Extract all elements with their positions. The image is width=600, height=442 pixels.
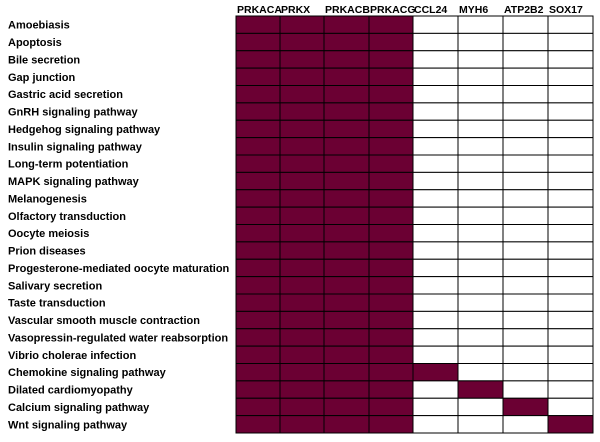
row-label: Calcium signaling pathway bbox=[8, 401, 150, 414]
heatmap-cell-sox17 bbox=[548, 33, 593, 50]
heatmap-cell-prkacb bbox=[324, 242, 369, 259]
heatmap-cell-myh6 bbox=[458, 51, 503, 68]
heatmap-cell-prkx bbox=[280, 364, 324, 381]
heatmap-cell-myh6 bbox=[458, 103, 503, 120]
row-label: Dilated cardiomyopathy bbox=[8, 384, 133, 397]
heatmap-cell-sox17 bbox=[548, 364, 593, 381]
heatmap-cell-prkx bbox=[280, 242, 324, 259]
heatmap-cell-myh6 bbox=[458, 138, 503, 155]
heatmap-cell-prkaca bbox=[236, 398, 280, 415]
heatmap-cell-prkacg bbox=[369, 364, 413, 381]
heatmap-cell-sox17 bbox=[548, 68, 593, 85]
heatmap-cell-atp2b2 bbox=[503, 311, 548, 328]
heatmap-cell-prkacb bbox=[324, 294, 369, 311]
heatmap-cell-prkaca bbox=[236, 242, 280, 259]
heatmap-cell-myh6 bbox=[458, 381, 503, 398]
column-label-prkaca: PRKACA bbox=[237, 4, 282, 16]
heatmap-cell-prkacb bbox=[324, 364, 369, 381]
heatmap-cell-ccl24 bbox=[413, 51, 458, 68]
heatmap-cell-prkx bbox=[280, 190, 324, 207]
heatmap-cell-prkacg bbox=[369, 16, 413, 33]
heatmap-cell-ccl24 bbox=[413, 103, 458, 120]
heatmap-cell-ccl24 bbox=[413, 86, 458, 103]
heatmap-cell-atp2b2 bbox=[503, 155, 548, 172]
heatmap-cell-prkaca bbox=[236, 33, 280, 50]
heatmap-cell-prkacb bbox=[324, 138, 369, 155]
heatmap-cell-prkacb bbox=[324, 329, 369, 346]
heatmap-cell-atp2b2 bbox=[503, 33, 548, 50]
heatmap-cell-atp2b2 bbox=[503, 190, 548, 207]
heatmap-cell-prkacb bbox=[324, 416, 369, 433]
heatmap-cell-sox17 bbox=[548, 242, 593, 259]
heatmap-cell-prkacb bbox=[324, 225, 369, 242]
heatmap-cell-atp2b2 bbox=[503, 416, 548, 433]
heatmap-cell-prkaca bbox=[236, 155, 280, 172]
heatmap-cell-myh6 bbox=[458, 190, 503, 207]
row-label: GnRH signaling pathway bbox=[8, 106, 138, 119]
heatmap-cell-myh6 bbox=[458, 86, 503, 103]
heatmap-cell-prkx bbox=[280, 416, 324, 433]
heatmap-cells bbox=[236, 16, 593, 433]
heatmap-cell-prkaca bbox=[236, 207, 280, 224]
heatmap-cell-prkaca bbox=[236, 329, 280, 346]
heatmap-cell-prkaca bbox=[236, 416, 280, 433]
heatmap-cell-prkx bbox=[280, 33, 324, 50]
heatmap-cell-prkx bbox=[280, 172, 324, 189]
heatmap-cell-myh6 bbox=[458, 311, 503, 328]
heatmap-cell-prkacg bbox=[369, 398, 413, 415]
row-label: Melanogenesis bbox=[8, 193, 87, 206]
heatmap-cell-prkaca bbox=[236, 294, 280, 311]
heatmap-cell-myh6 bbox=[458, 120, 503, 137]
heatmap-cell-sox17 bbox=[548, 172, 593, 189]
heatmap-cell-sox17 bbox=[548, 103, 593, 120]
heatmap-cell-prkacg bbox=[369, 416, 413, 433]
heatmap-cell-prkaca bbox=[236, 86, 280, 103]
heatmap-cell-atp2b2 bbox=[503, 346, 548, 363]
heatmap-cell-atp2b2 bbox=[503, 51, 548, 68]
heatmap-cell-prkacg bbox=[369, 33, 413, 50]
heatmap-cell-atp2b2 bbox=[503, 242, 548, 259]
heatmap-cell-sox17 bbox=[548, 225, 593, 242]
heatmap-cell-ccl24 bbox=[413, 138, 458, 155]
heatmap-cell-prkacg bbox=[369, 225, 413, 242]
heatmap-cell-myh6 bbox=[458, 259, 503, 276]
heatmap-cell-ccl24 bbox=[413, 329, 458, 346]
heatmap-cell-ccl24 bbox=[413, 311, 458, 328]
heatmap-cell-ccl24 bbox=[413, 346, 458, 363]
heatmap-cell-atp2b2 bbox=[503, 277, 548, 294]
heatmap-cell-prkacb bbox=[324, 259, 369, 276]
heatmap-cell-ccl24 bbox=[413, 207, 458, 224]
heatmap-cell-atp2b2 bbox=[503, 398, 548, 415]
heatmap-cell-prkx bbox=[280, 120, 324, 137]
heatmap-cell-prkaca bbox=[236, 138, 280, 155]
heatmap-cell-prkaca bbox=[236, 225, 280, 242]
heatmap-cell-ccl24 bbox=[413, 190, 458, 207]
heatmap-cell-prkx bbox=[280, 346, 324, 363]
heatmap-cell-prkacb bbox=[324, 398, 369, 415]
column-label-ccl24: CCL24 bbox=[414, 4, 448, 16]
row-label: Bile secretion bbox=[8, 54, 81, 67]
row-label: Apoptosis bbox=[8, 37, 62, 50]
heatmap-cell-ccl24 bbox=[413, 259, 458, 276]
heatmap-cell-prkacg bbox=[369, 86, 413, 103]
row-label: Taste transduction bbox=[8, 297, 106, 310]
heatmap-cell-prkaca bbox=[236, 381, 280, 398]
row-label: Hedgehog signaling pathway bbox=[8, 123, 161, 136]
heatmap-cell-prkacb bbox=[324, 68, 369, 85]
heatmap-cell-ccl24 bbox=[413, 277, 458, 294]
column-label-sox17: SOX17 bbox=[549, 4, 583, 16]
heatmap-cell-prkacg bbox=[369, 381, 413, 398]
heatmap-cell-sox17 bbox=[548, 207, 593, 224]
heatmap-cell-prkx bbox=[280, 259, 324, 276]
heatmap-cell-atp2b2 bbox=[503, 225, 548, 242]
heatmap-cell-atp2b2 bbox=[503, 294, 548, 311]
heatmap-cell-prkacg bbox=[369, 242, 413, 259]
heatmap-cell-atp2b2 bbox=[503, 120, 548, 137]
column-labels bbox=[237, 4, 583, 16]
row-label: Long-term potentiation bbox=[8, 158, 129, 171]
heatmap-cell-prkaca bbox=[236, 277, 280, 294]
heatmap-cell-myh6 bbox=[458, 277, 503, 294]
heatmap-cell-atp2b2 bbox=[503, 259, 548, 276]
row-label: Gap junction bbox=[8, 71, 76, 84]
heatmap-cell-prkx bbox=[280, 398, 324, 415]
heatmap-cell-prkx bbox=[280, 294, 324, 311]
heatmap-cell-prkx bbox=[280, 277, 324, 294]
heatmap-cell-prkacb bbox=[324, 155, 369, 172]
heatmap-cell-sox17 bbox=[548, 120, 593, 137]
heatmap-cell-prkx bbox=[280, 86, 324, 103]
row-label: Amoebiasis bbox=[8, 19, 70, 32]
heatmap-cell-myh6 bbox=[458, 294, 503, 311]
heatmap-cell-myh6 bbox=[458, 68, 503, 85]
row-label: Vascular smooth muscle contraction bbox=[8, 315, 200, 328]
heatmap-cell-prkaca bbox=[236, 172, 280, 189]
heatmap-cell-sox17 bbox=[548, 86, 593, 103]
heatmap-cell-myh6 bbox=[458, 346, 503, 363]
heatmap-cell-ccl24 bbox=[413, 120, 458, 137]
heatmap-cell-prkacb bbox=[324, 207, 369, 224]
heatmap-cell-atp2b2 bbox=[503, 86, 548, 103]
heatmap-cell-prkacg bbox=[369, 172, 413, 189]
heatmap-cell-prkacg bbox=[369, 68, 413, 85]
heatmap-cell-ccl24 bbox=[413, 242, 458, 259]
heatmap-cell-prkx bbox=[280, 16, 324, 33]
heatmap-cell-sox17 bbox=[548, 277, 593, 294]
row-label: MAPK signaling pathway bbox=[8, 176, 139, 189]
heatmap-cell-prkx bbox=[280, 329, 324, 346]
row-label: Vibrio cholerae infection bbox=[8, 349, 137, 362]
heatmap-cell-prkx bbox=[280, 225, 324, 242]
heatmap-cell-sox17 bbox=[548, 190, 593, 207]
heatmap-cell-myh6 bbox=[458, 172, 503, 189]
heatmap-cell-prkacg bbox=[369, 294, 413, 311]
heatmap-cell-prkaca bbox=[236, 51, 280, 68]
column-label-prkacb: PRKACB bbox=[325, 4, 370, 16]
heatmap-cell-prkaca bbox=[236, 103, 280, 120]
heatmap-cell-atp2b2 bbox=[503, 329, 548, 346]
heatmap-cell-prkx bbox=[280, 103, 324, 120]
heatmap-cell-prkaca bbox=[236, 120, 280, 137]
heatmap-cell-ccl24 bbox=[413, 172, 458, 189]
heatmap-cell-atp2b2 bbox=[503, 381, 548, 398]
row-label: Olfactory transduction bbox=[8, 210, 126, 223]
heatmap-cell-myh6 bbox=[458, 16, 503, 33]
heatmap-cell-prkaca bbox=[236, 190, 280, 207]
heatmap-cell-prkx bbox=[280, 138, 324, 155]
row-label: Prion diseases bbox=[8, 245, 86, 258]
heatmap-cell-prkx bbox=[280, 381, 324, 398]
heatmap-cell-ccl24 bbox=[413, 68, 458, 85]
heatmap-cell-ccl24 bbox=[413, 294, 458, 311]
heatmap-cell-atp2b2 bbox=[503, 172, 548, 189]
heatmap-cell-sox17 bbox=[548, 416, 593, 433]
column-label-prkacg: PRKACG bbox=[370, 4, 416, 16]
heatmap-cell-prkacg bbox=[369, 51, 413, 68]
heatmap-cell-prkaca bbox=[236, 311, 280, 328]
heatmap-cell-ccl24 bbox=[413, 416, 458, 433]
heatmap-cell-ccl24 bbox=[413, 33, 458, 50]
heatmap-cell-prkacb bbox=[324, 381, 369, 398]
column-label-prkx: PRKX bbox=[281, 4, 311, 16]
heatmap-cell-prkacg bbox=[369, 103, 413, 120]
heatmap-cell-prkacb bbox=[324, 172, 369, 189]
row-labels bbox=[8, 20, 230, 432]
heatmap-cell-prkacb bbox=[324, 33, 369, 50]
row-label: Salivary secretion bbox=[8, 280, 103, 293]
heatmap-cell-atp2b2 bbox=[503, 68, 548, 85]
heatmap-cell-prkx bbox=[280, 311, 324, 328]
heatmap-cell-atp2b2 bbox=[503, 364, 548, 381]
heatmap-cell-myh6 bbox=[458, 225, 503, 242]
heatmap-cell-sox17 bbox=[548, 346, 593, 363]
heatmap-cell-prkx bbox=[280, 51, 324, 68]
heatmap-cell-prkacb bbox=[324, 120, 369, 137]
row-label: Vasopressin-regulated water reabsorption bbox=[8, 332, 229, 345]
heatmap-cell-prkacg bbox=[369, 155, 413, 172]
row-label: Oocyte meiosis bbox=[8, 228, 90, 241]
heatmap-cell-prkacg bbox=[369, 259, 413, 276]
heatmap-cell-prkacg bbox=[369, 120, 413, 137]
heatmap-cell-ccl24 bbox=[413, 155, 458, 172]
row-label: Wnt signaling pathway bbox=[8, 419, 128, 432]
heatmap-cell-sox17 bbox=[548, 155, 593, 172]
heatmap-cell-prkaca bbox=[236, 259, 280, 276]
heatmap-cell-prkx bbox=[280, 207, 324, 224]
heatmap-cell-myh6 bbox=[458, 242, 503, 259]
heatmap-cell-ccl24 bbox=[413, 398, 458, 415]
heatmap-cell-prkacb bbox=[324, 277, 369, 294]
heatmap-cell-sox17 bbox=[548, 311, 593, 328]
heatmap-cell-prkacb bbox=[324, 190, 369, 207]
heatmap-cell-ccl24 bbox=[413, 225, 458, 242]
heatmap-cell-prkaca bbox=[236, 16, 280, 33]
heatmap-cell-prkacb bbox=[324, 311, 369, 328]
heatmap-cell-atp2b2 bbox=[503, 138, 548, 155]
heatmap-cell-ccl24 bbox=[413, 381, 458, 398]
heatmap-cell-prkacg bbox=[369, 329, 413, 346]
heatmap-cell-prkacg bbox=[369, 311, 413, 328]
row-label: Progesterone-mediated oocyte maturation bbox=[8, 262, 230, 275]
heatmap-cell-atp2b2 bbox=[503, 207, 548, 224]
row-label: Insulin signaling pathway bbox=[8, 141, 142, 154]
heatmap-cell-prkaca bbox=[236, 68, 280, 85]
heatmap-cell-prkacg bbox=[369, 277, 413, 294]
heatmap-cell-sox17 bbox=[548, 329, 593, 346]
column-label-myh6: MYH6 bbox=[459, 4, 489, 16]
heatmap-cell-atp2b2 bbox=[503, 16, 548, 33]
heatmap-cell-prkacb bbox=[324, 103, 369, 120]
heatmap-cell-myh6 bbox=[458, 207, 503, 224]
heatmap-cell-sox17 bbox=[548, 138, 593, 155]
heatmap-cell-sox17 bbox=[548, 51, 593, 68]
heatmap-cell-prkaca bbox=[236, 346, 280, 363]
heatmap-cell-myh6 bbox=[458, 155, 503, 172]
heatmap-cell-myh6 bbox=[458, 329, 503, 346]
heatmap-cell-sox17 bbox=[548, 398, 593, 415]
heatmap-cell-myh6 bbox=[458, 416, 503, 433]
heatmap-cell-prkacg bbox=[369, 207, 413, 224]
heatmap-cell-prkacg bbox=[369, 346, 413, 363]
heatmap-cell-prkacb bbox=[324, 86, 369, 103]
heatmap-cell-prkx bbox=[280, 68, 324, 85]
column-label-atp2b2: ATP2B2 bbox=[504, 4, 544, 16]
heatmap-cell-ccl24 bbox=[413, 364, 458, 381]
heatmap-cell-prkacb bbox=[324, 346, 369, 363]
heatmap-cell-prkacg bbox=[369, 190, 413, 207]
heatmap-cell-prkacb bbox=[324, 16, 369, 33]
heatmap-cell-sox17 bbox=[548, 381, 593, 398]
heatmap-cell-myh6 bbox=[458, 398, 503, 415]
row-label: Chemokine signaling pathway bbox=[8, 367, 166, 380]
heatmap-cell-prkx bbox=[280, 155, 324, 172]
heatmap-cell-sox17 bbox=[548, 259, 593, 276]
heatmap-cell-ccl24 bbox=[413, 16, 458, 33]
row-label: Gastric acid secretion bbox=[8, 89, 123, 102]
heatmap-cell-sox17 bbox=[548, 294, 593, 311]
heatmap-cell-myh6 bbox=[458, 364, 503, 381]
heatmap-cell-prkacg bbox=[369, 138, 413, 155]
heatmap-cell-atp2b2 bbox=[503, 103, 548, 120]
heatmap-cell-prkaca bbox=[236, 364, 280, 381]
heatmap-cell-prkacb bbox=[324, 51, 369, 68]
heatmap-cell-myh6 bbox=[458, 33, 503, 50]
heatmap-cell-sox17 bbox=[548, 16, 593, 33]
